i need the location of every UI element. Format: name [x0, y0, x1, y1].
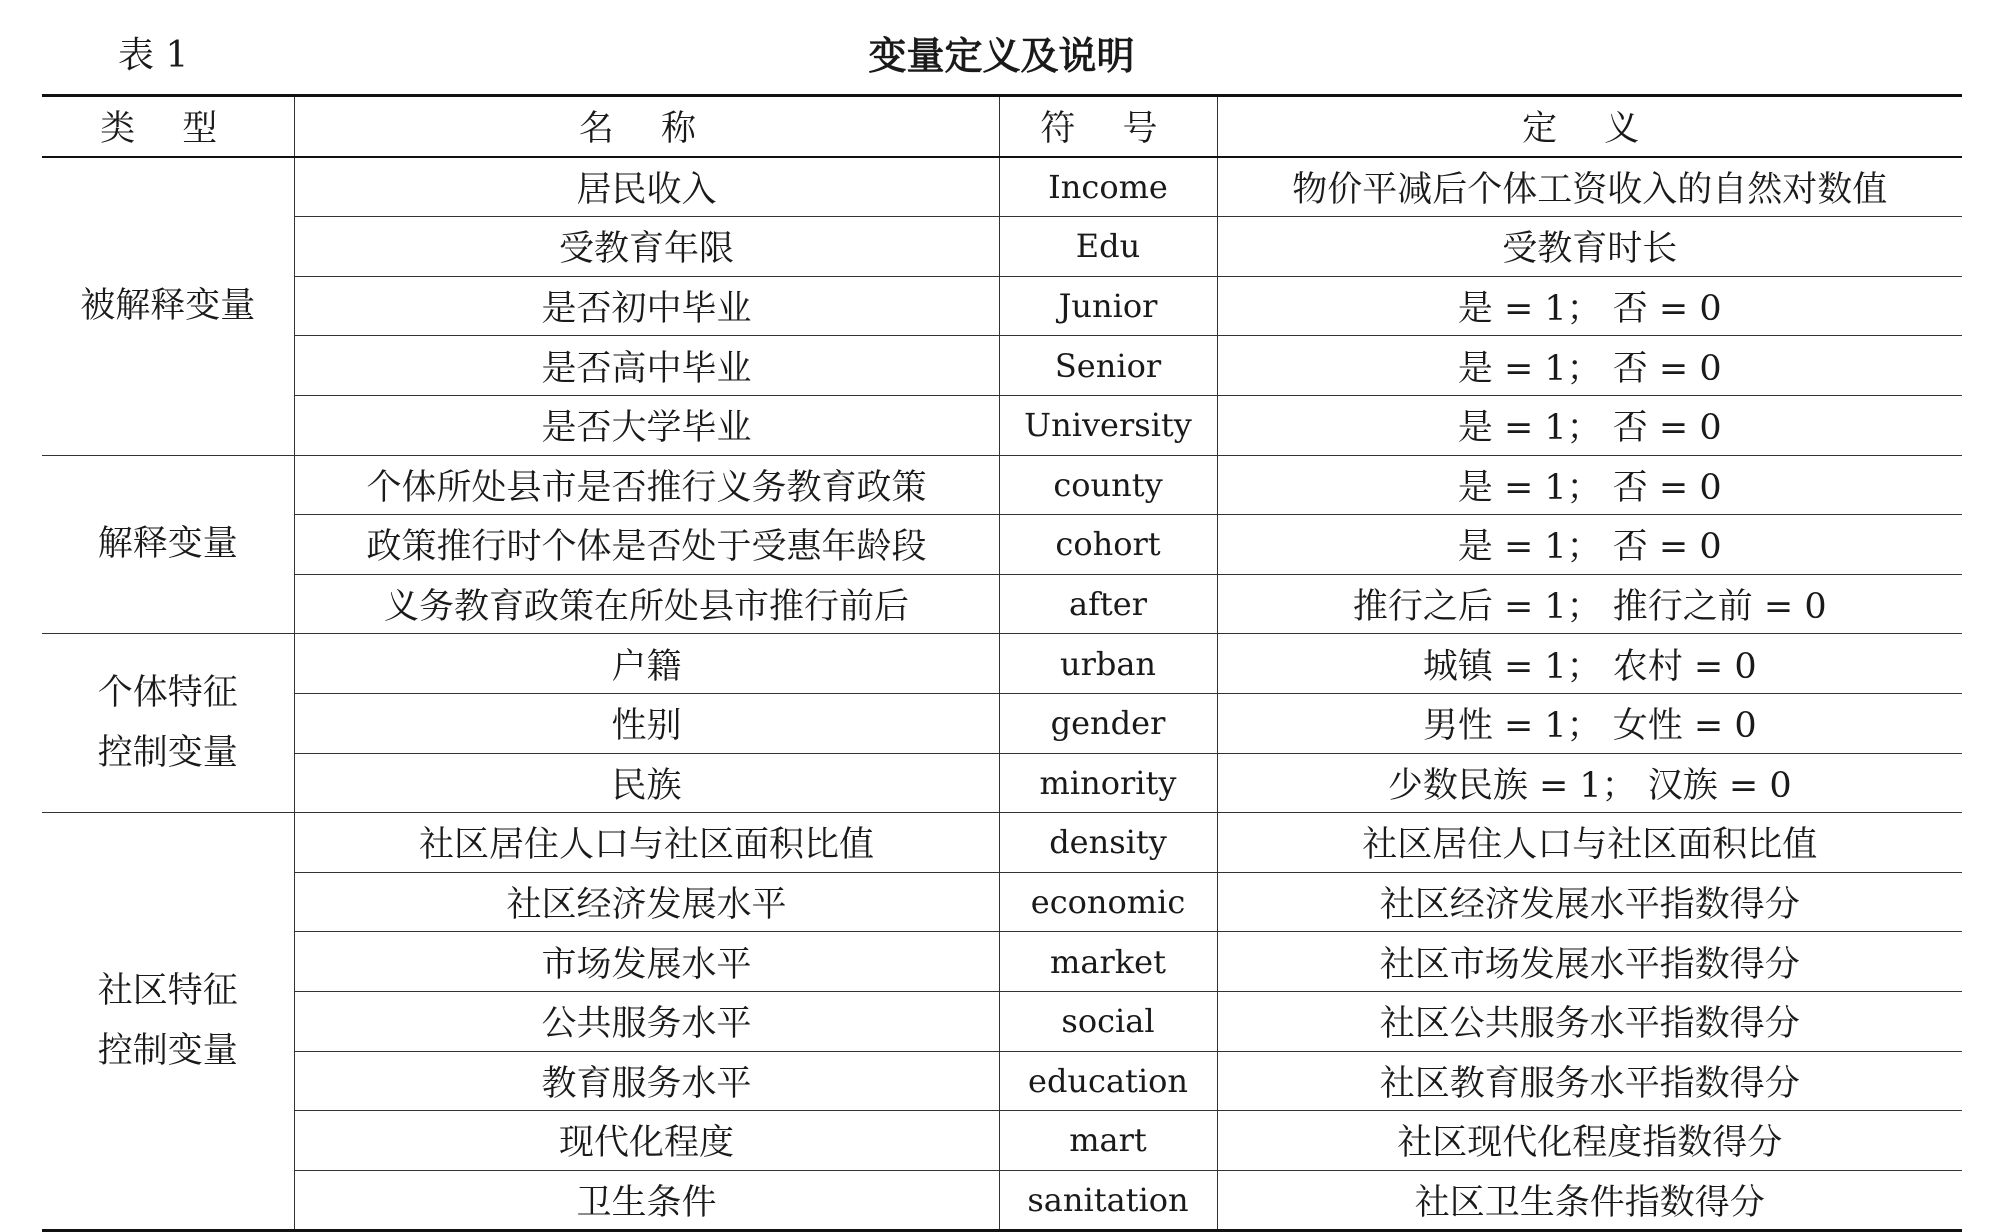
symbol-cell: Junior	[999, 276, 1217, 336]
variable-definition-table	[42, 94, 1962, 1232]
symbol-cell: mart	[999, 1111, 1217, 1171]
definition-cell: 少数民族 = 1； 汉族 = 0	[1217, 753, 1962, 813]
definition-cell: 物价平减后个体工资收入的自然对数值	[1217, 157, 1962, 217]
table-body	[42, 157, 1962, 1231]
table-row	[42, 217, 1962, 277]
symbol-cell: Edu	[999, 217, 1217, 277]
table-row	[42, 991, 1962, 1051]
header-row	[42, 96, 1962, 157]
table-row	[42, 157, 1962, 217]
header-name: 名 称	[294, 96, 999, 157]
symbol-cell: University	[999, 395, 1217, 455]
definition-cell: 是 = 1； 否 = 0	[1217, 336, 1962, 396]
table-row	[42, 693, 1962, 753]
definition-cell: 社区市场发展水平指数得分	[1217, 932, 1962, 992]
name-cell: 受教育年限	[294, 217, 999, 277]
type-label: 个体特征	[97, 673, 238, 714]
type-cell	[42, 157, 294, 455]
table-number: 表 1	[118, 35, 189, 76]
type-cell	[42, 813, 294, 1231]
type-cell	[42, 634, 294, 813]
definition-cell: 社区教育服务水平指数得分	[1217, 1051, 1962, 1111]
name-cell: 居民收入	[294, 157, 999, 217]
table-row	[42, 276, 1962, 336]
name-cell: 卫生条件	[294, 1170, 999, 1231]
table-row	[42, 1111, 1962, 1171]
symbol-cell: social	[999, 991, 1217, 1051]
definition-cell: 是 = 1； 否 = 0	[1217, 515, 1962, 575]
table-row	[42, 813, 1962, 873]
type-label: 控制变量	[97, 1031, 238, 1072]
name-cell: 是否高中毕业	[294, 336, 999, 396]
name-cell: 是否大学毕业	[294, 395, 999, 455]
header-definition: 定 义	[1217, 96, 1962, 157]
definition-cell: 受教育时长	[1217, 217, 1962, 277]
name-cell: 现代化程度	[294, 1111, 999, 1171]
table-caption	[0, 28, 2003, 84]
definition-cell: 社区经济发展水平指数得分	[1217, 872, 1962, 932]
symbol-cell: Senior	[999, 336, 1217, 396]
table-row	[42, 872, 1962, 932]
table-row	[42, 634, 1962, 694]
symbol-cell: sanitation	[999, 1170, 1217, 1231]
symbol-cell: gender	[999, 693, 1217, 753]
definition-cell: 社区卫生条件指数得分	[1217, 1170, 1962, 1231]
name-cell: 社区居住人口与社区面积比值	[294, 813, 999, 873]
definition-cell: 是 = 1； 否 = 0	[1217, 455, 1962, 515]
type-label: 控制变量	[97, 733, 238, 774]
table-row	[42, 455, 1962, 515]
definition-cell: 推行之后 = 1； 推行之前 = 0	[1217, 574, 1962, 634]
table-row	[42, 1170, 1962, 1231]
type-label: 被解释变量	[80, 286, 256, 327]
name-cell: 户籍	[294, 634, 999, 694]
name-cell: 社区经济发展水平	[294, 872, 999, 932]
table-row	[42, 753, 1962, 813]
type-label: 解释变量	[97, 524, 238, 565]
table-row	[42, 336, 1962, 396]
definition-cell: 城镇 = 1； 农村 = 0	[1217, 634, 1962, 694]
definition-cell: 社区居住人口与社区面积比值	[1217, 813, 1962, 873]
symbol-cell: cohort	[999, 515, 1217, 575]
name-cell: 性别	[294, 693, 999, 753]
name-cell: 个体所处县市是否推行义务教育政策	[294, 455, 999, 515]
definition-cell: 社区现代化程度指数得分	[1217, 1111, 1962, 1171]
symbol-cell: density	[999, 813, 1217, 873]
symbol-cell: education	[999, 1051, 1217, 1111]
symbol-cell: urban	[999, 634, 1217, 694]
name-cell: 是否初中毕业	[294, 276, 999, 336]
type-label: 社区特征	[97, 971, 238, 1012]
name-cell: 市场发展水平	[294, 932, 999, 992]
type-cell	[42, 455, 294, 634]
definition-cell: 男性 = 1； 女性 = 0	[1217, 693, 1962, 753]
name-cell: 民族	[294, 753, 999, 813]
header-type: 类 型	[42, 96, 294, 157]
name-cell: 义务教育政策在所处县市推行前后	[294, 574, 999, 634]
definition-cell: 社区公共服务水平指数得分	[1217, 991, 1962, 1051]
name-cell: 公共服务水平	[294, 991, 999, 1051]
symbol-cell: county	[999, 455, 1217, 515]
table-header	[42, 96, 1962, 157]
symbol-cell: market	[999, 932, 1217, 992]
name-cell: 政策推行时个体是否处于受惠年龄段	[294, 515, 999, 575]
symbol-cell: economic	[999, 872, 1217, 932]
definition-cell: 是 = 1； 否 = 0	[1217, 276, 1962, 336]
table-title: 变量定义及说明	[868, 34, 1135, 78]
definition-cell: 是 = 1； 否 = 0	[1217, 395, 1962, 455]
symbol-cell: after	[999, 574, 1217, 634]
table-row	[42, 395, 1962, 455]
symbol-cell: Income	[999, 157, 1217, 217]
table-row	[42, 932, 1962, 992]
table-row	[42, 574, 1962, 634]
table-row	[42, 1051, 1962, 1111]
header-symbol: 符 号	[999, 96, 1217, 157]
name-cell: 教育服务水平	[294, 1051, 999, 1111]
table-row	[42, 515, 1962, 575]
symbol-cell: minority	[999, 753, 1217, 813]
